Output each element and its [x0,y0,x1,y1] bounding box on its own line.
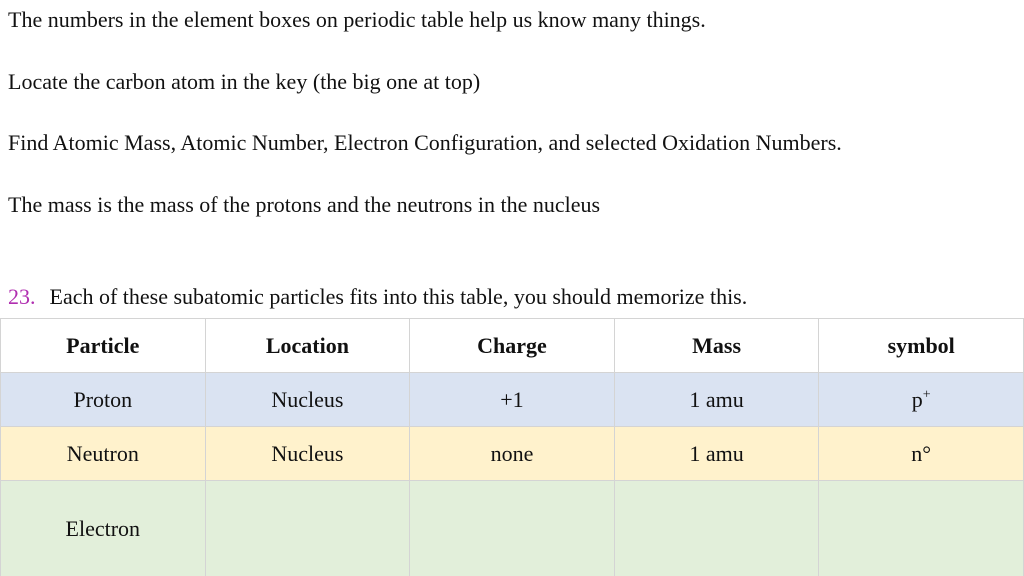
header-particle: Particle [1,319,206,373]
neutron-symbol-cell: n° [819,427,1024,481]
intro-line-2: Locate the carbon atom in the key (the big one at top) [8,69,481,94]
table-row-neutron [1,427,1024,481]
question-line [8,284,747,310]
table-row-electron [1,481,1024,576]
question-text: Each of these subatomic particles fits into this table, you should memorize this. [49,284,748,309]
proton-mass-cell: 1 amu [614,373,819,427]
electron-mass-cell [614,481,819,576]
proton-symbol-cell [819,373,1024,427]
proton-symbol-base: p [911,386,923,412]
subatomic-particles-table [0,318,1024,576]
neutron-location-cell: Nucleus [205,427,410,481]
proton-symbol-sup: + [922,387,931,403]
neutron-mass-cell: 1 amu [614,427,819,481]
table-row-proton [1,373,1024,427]
neutron-charge-cell: none [410,427,615,481]
electron-charge-cell [410,481,615,576]
intro-line-3: Find Atomic Mass, Atomic Number, Electron Configuration, and selected Oxidation Numbers. [8,130,842,155]
header-charge: Charge [410,319,615,373]
intro-line-1: The numbers in the element boxes on periodic table help us know many things. [8,7,706,32]
intro-line-4: The mass is the mass of the protons and the neutrons in the nucleus [8,192,601,217]
header-symbol: symbol [819,319,1024,373]
proton-location-cell: Nucleus [205,373,410,427]
electron-symbol-cell [819,481,1024,576]
electron-particle-cell: Electron [1,481,206,576]
question-number: 23. [8,284,36,309]
header-location: Location [205,319,410,373]
electron-location-cell [205,481,410,576]
proton-particle-cell: Proton [1,373,206,427]
header-mass: Mass [614,319,819,373]
neutron-particle-cell: Neutron [1,427,206,481]
table-header-row [1,319,1024,373]
proton-charge-cell: +1 [410,373,615,427]
